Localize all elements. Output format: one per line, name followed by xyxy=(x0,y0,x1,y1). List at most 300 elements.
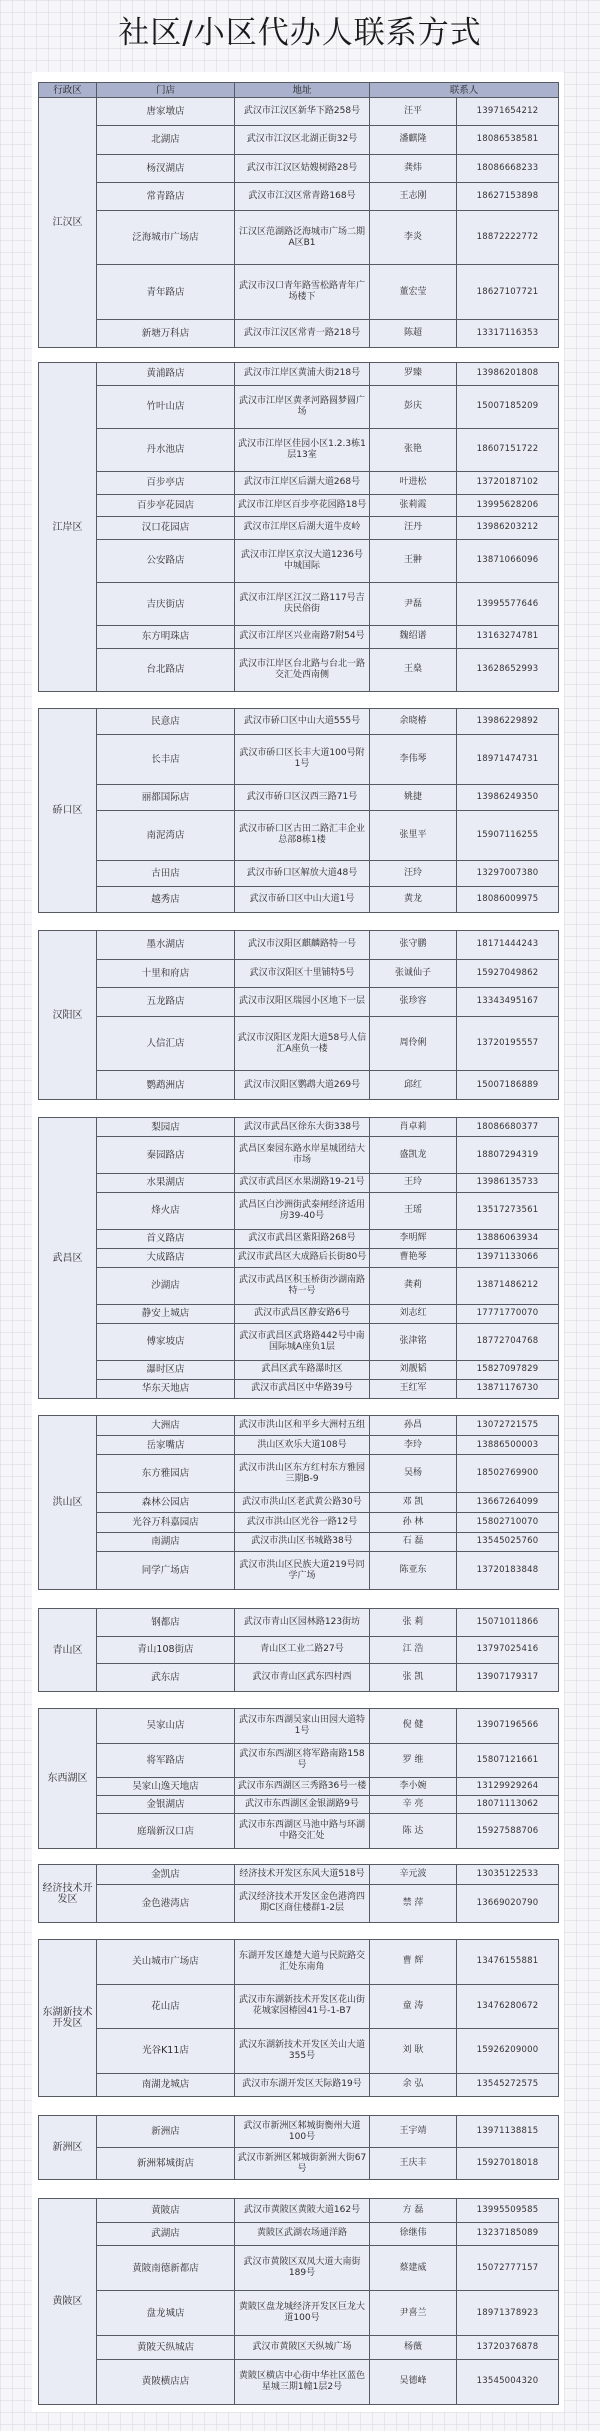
contact-name-cell: 倪 健 xyxy=(370,1709,457,1744)
address-cell: 武汉市汉口青年路雪松路青年广场楼下 xyxy=(235,265,370,319)
contact-name-cell: 张津铭 xyxy=(370,1323,457,1360)
phone-cell[interactable]: 13720376878 xyxy=(457,2336,559,2360)
store-cell: 黄陂横店店 xyxy=(97,2359,235,2404)
store-cell: 傅家坡店 xyxy=(97,1323,235,1360)
contact-name-cell: 陈超 xyxy=(370,319,457,347)
address-cell: 武汉市武昌区积玉桥街沙湖南路特一号 xyxy=(235,1268,370,1305)
address-cell: 黄陂区横店中心街中华社区蓝色星城三期1幢1层2号 xyxy=(235,2359,370,2404)
phone-cell[interactable]: 13797025416 xyxy=(457,1636,559,1664)
phone-cell[interactable]: 15927018018 xyxy=(457,2148,559,2180)
store-cell: 新洲邾城街店 xyxy=(97,2148,235,2180)
phone-cell[interactable]: 17771770070 xyxy=(457,1304,559,1323)
phone-cell[interactable]: 18502769900 xyxy=(457,1455,559,1493)
phone-cell[interactable]: 13072721575 xyxy=(457,1416,559,1436)
address-cell: 武汉市江岸区台北路与台北一路交汇处西南侧 xyxy=(235,648,370,691)
table-row xyxy=(39,2222,559,2246)
table-row xyxy=(39,1664,559,1692)
store-cell: 丹水池店 xyxy=(97,428,235,471)
phone-cell[interactable]: 13129929264 xyxy=(457,1778,559,1796)
district-cell: 洪山区 xyxy=(39,1416,97,1590)
phone-cell[interactable]: 13907196566 xyxy=(457,1709,559,1744)
table-row xyxy=(39,265,559,319)
contact-name-cell: 王翀 xyxy=(370,539,457,582)
phone-cell[interactable]: 13986135733 xyxy=(457,1173,559,1192)
contact-name-cell: 尹喜兰 xyxy=(370,2291,457,2336)
contact-name-cell: 李伟琴 xyxy=(370,735,457,785)
table-row xyxy=(39,2199,559,2223)
store-cell: 大洲店 xyxy=(97,1416,235,1436)
table-row xyxy=(39,1532,559,1552)
store-cell: 杨汊湖店 xyxy=(97,154,235,182)
table-row xyxy=(39,1609,559,1637)
phone-cell[interactable]: 13669020790 xyxy=(457,1884,559,1922)
store-cell: 民意店 xyxy=(97,709,235,735)
table-row xyxy=(39,735,559,785)
district-table xyxy=(38,2198,559,2405)
district-table xyxy=(38,1117,559,1399)
address-cell: 武汉市硚口区古田二路汇丰企业总部8栋1楼 xyxy=(235,810,370,860)
store-cell: 十里和府店 xyxy=(97,959,235,988)
table-row xyxy=(39,319,559,347)
phone-cell[interactable]: 15007185209 xyxy=(457,385,559,428)
phone-cell[interactable]: 18607151722 xyxy=(457,428,559,471)
district-cell: 青山区 xyxy=(39,1609,97,1692)
store-cell: 吉庆街店 xyxy=(97,582,235,625)
address-cell: 武汉市青山区园林路123街坊 xyxy=(235,1609,370,1637)
phone-cell[interactable]: 18086538581 xyxy=(457,126,559,154)
table-row xyxy=(39,363,559,386)
table-row xyxy=(39,472,559,495)
table-row xyxy=(39,1636,559,1664)
address-cell: 武汉市黄陂区天纵城广场 xyxy=(235,2336,370,2360)
store-cell: 青年路店 xyxy=(97,265,235,319)
contact-name-cell: 陈亚东 xyxy=(370,1552,457,1590)
table-row xyxy=(39,1268,559,1305)
address-cell: 武汉市青山区武东四村西 xyxy=(235,1664,370,1692)
phone-cell[interactable]: 13317116353 xyxy=(457,319,559,347)
contact-name-cell: 江 浩 xyxy=(370,1636,457,1664)
table-row xyxy=(39,1248,559,1267)
phone-cell[interactable]: 13995628206 xyxy=(457,494,559,517)
contact-name-cell: 罗臻 xyxy=(370,363,457,386)
phone-cell[interactable]: 15927588706 xyxy=(457,1814,559,1849)
address-cell: 武汉市江汉区姑嫂树路28号 xyxy=(235,154,370,182)
address-cell: 武汉市新洲区邾城街衡州大道100号 xyxy=(235,2116,370,2148)
store-cell: 新洲店 xyxy=(97,2116,235,2148)
address-cell: 武汉市汉阳区麒麟路特一号 xyxy=(235,931,370,960)
store-cell: 秦园路店 xyxy=(97,1137,235,1174)
store-cell: 青山108街店 xyxy=(97,1636,235,1664)
table-row xyxy=(39,1814,559,1849)
district-table xyxy=(38,2115,559,2180)
store-cell: 丽都国际店 xyxy=(97,784,235,810)
phone-cell[interactable]: 13871066096 xyxy=(457,539,559,582)
phone-cell[interactable]: 13343495167 xyxy=(457,988,559,1017)
contact-name-cell: 盛凯龙 xyxy=(370,1137,457,1174)
address-cell: 武昌区秦园东路水岸星城团结大市场 xyxy=(235,1137,370,1174)
address-cell: 武汉市东西湖吴家山田园大道特1号 xyxy=(235,1709,370,1744)
table-row xyxy=(39,1512,559,1532)
table-row xyxy=(39,931,559,960)
district-cell: 武昌区 xyxy=(39,1118,97,1399)
contact-name-cell: 汪平 xyxy=(370,98,457,126)
address-cell: 江汉区范湖路泛海城市广场二期A区B1 xyxy=(235,211,370,265)
phone-cell[interactable]: 13886063934 xyxy=(457,1229,559,1248)
table-row xyxy=(39,988,559,1017)
store-cell: 长丰店 xyxy=(97,735,235,785)
contact-name-cell: 张 凯 xyxy=(370,1664,457,1692)
phone-cell[interactable]: 15927049862 xyxy=(457,959,559,988)
phone-cell[interactable]: 18971378923 xyxy=(457,2291,559,2336)
phone-cell[interactable]: 15907116255 xyxy=(457,810,559,860)
store-cell: 钢都店 xyxy=(97,1609,235,1637)
store-cell: 百步亭花园店 xyxy=(97,494,235,517)
contact-name-cell: 邱红 xyxy=(370,1071,457,1100)
contact-name-cell: 姚捷 xyxy=(370,784,457,810)
address-cell: 武汉市硚口区解放大道48号 xyxy=(235,860,370,886)
table-row xyxy=(39,2291,559,2336)
contact-name-cell: 曹 辉 xyxy=(370,1940,457,1985)
district-table xyxy=(38,1415,559,1590)
phone-cell[interactable]: 18872222772 xyxy=(457,211,559,265)
address-cell: 武汉市洪山区书城路38号 xyxy=(235,1532,370,1552)
contact-name-cell: 黄龙 xyxy=(370,886,457,912)
store-cell: 水果湖店 xyxy=(97,1173,235,1192)
contact-name-cell: 吴德峰 xyxy=(370,2359,457,2404)
store-cell: 盘龙城店 xyxy=(97,2291,235,2336)
address-cell: 武汉市洪山区老武黄公路30号 xyxy=(235,1493,370,1513)
contact-name-cell: 徐继伟 xyxy=(370,2222,457,2246)
phone-cell[interactable]: 18627153898 xyxy=(457,182,559,210)
phone-cell[interactable]: 13986249350 xyxy=(457,784,559,810)
phone-cell[interactable]: 18071113062 xyxy=(457,1796,559,1814)
table-row xyxy=(39,1416,559,1436)
address-cell: 武汉市江岸区黄孝河路圆梦圆广场 xyxy=(235,385,370,428)
store-cell: 森林公园店 xyxy=(97,1493,235,1513)
store-cell: 华东天地店 xyxy=(97,1379,235,1398)
address-cell: 武汉市洪山区东方红村东方雅园三期B-9 xyxy=(235,1455,370,1493)
store-cell: 关山城市广场店 xyxy=(97,1940,235,1985)
phone-cell[interactable]: 18971474731 xyxy=(457,735,559,785)
table-row xyxy=(39,1379,559,1398)
store-cell: 烽火店 xyxy=(97,1193,235,1230)
contact-name-cell: 尹磊 xyxy=(370,582,457,625)
table-row xyxy=(39,1435,559,1455)
contact-name-cell: 张珍容 xyxy=(370,988,457,1017)
phone-cell[interactable]: 13871486212 xyxy=(457,1268,559,1305)
table-row xyxy=(39,1552,559,1590)
address-cell: 武汉市江岸区京汉大道1236号中城国际 xyxy=(235,539,370,582)
store-cell: 新塘万科店 xyxy=(97,319,235,347)
table-row xyxy=(39,2336,559,2360)
contact-name-cell: 余晓椿 xyxy=(370,709,457,735)
header-district: 行政区 xyxy=(39,83,97,98)
district-table xyxy=(38,1708,559,1849)
phone-cell[interactable]: 13720183848 xyxy=(457,1552,559,1590)
table-row xyxy=(39,126,559,154)
table-row xyxy=(39,1940,559,1985)
address-cell: 武汉市江汉区北湖正街32号 xyxy=(235,126,370,154)
phone-cell[interactable]: 13871176730 xyxy=(457,1379,559,1398)
district-table xyxy=(38,1864,559,1923)
contact-name-cell: 辛元波 xyxy=(370,1865,457,1885)
table-row xyxy=(39,709,559,735)
store-cell: 同学广场店 xyxy=(97,1552,235,1590)
contact-name-cell: 辛 亮 xyxy=(370,1796,457,1814)
contact-name-cell: 张艳 xyxy=(370,428,457,471)
district-table xyxy=(38,1939,559,2097)
address-cell: 武汉市汉阳区鹦鹉大道269号 xyxy=(235,1071,370,1100)
phone-cell[interactable]: 13545004320 xyxy=(457,2359,559,2404)
phone-cell[interactable]: 13545025760 xyxy=(457,1532,559,1552)
contact-name-cell: 孙昌 xyxy=(370,1416,457,1436)
contact-name-cell: 邓 凯 xyxy=(370,1493,457,1513)
table-row xyxy=(39,1709,559,1744)
store-cell: 武湖店 xyxy=(97,2222,235,2246)
contact-name-cell: 蔡建威 xyxy=(370,2246,457,2291)
address-cell: 武汉市黄陂区双凤大道大南街189号 xyxy=(235,2246,370,2291)
phone-cell[interactable]: 15926209000 xyxy=(457,2029,559,2074)
phone-cell[interactable]: 13971138815 xyxy=(457,2116,559,2148)
table-row xyxy=(39,539,559,582)
phone-cell[interactable]: 15827097829 xyxy=(457,1360,559,1379)
phone-cell[interactable]: 18171444243 xyxy=(457,931,559,960)
address-cell: 武汉市武昌区大成路后长街80号 xyxy=(235,1248,370,1267)
contact-name-cell: 禁 萍 xyxy=(370,1884,457,1922)
district-cell: 东西湖区 xyxy=(39,1709,97,1849)
address-cell: 武汉市东西湖区马池中路与环湖中路交汇处 xyxy=(235,1814,370,1849)
store-cell: 唐家墩店 xyxy=(97,98,235,126)
store-cell: 光谷万科嘉园店 xyxy=(97,1512,235,1532)
contact-name-cell: 王宇靖 xyxy=(370,2116,457,2148)
table-row xyxy=(39,1016,559,1071)
store-cell: 黄陂南德新都店 xyxy=(97,2246,235,2291)
address-cell: 武汉市新洲区邾城街新洲大街67号 xyxy=(235,2148,370,2180)
address-cell: 武汉市硚口区中山大道555号 xyxy=(235,709,370,735)
phone-cell[interactable]: 13986229892 xyxy=(457,709,559,735)
table-row xyxy=(39,1743,559,1778)
store-cell: 东方明珠店 xyxy=(97,626,235,649)
contact-name-cell: 罗 维 xyxy=(370,1743,457,1778)
district-cell: 汉阳区 xyxy=(39,931,97,1100)
store-cell: 公安路店 xyxy=(97,539,235,582)
store-cell: 梨园店 xyxy=(97,1118,235,1137)
phone-cell[interactable]: 13971654212 xyxy=(457,98,559,126)
phone-cell[interactable]: 15802710070 xyxy=(457,1512,559,1532)
contact-name-cell: 陈 达 xyxy=(370,1814,457,1849)
phone-cell[interactable]: 13986201808 xyxy=(457,363,559,386)
contact-name-cell: 余 弘 xyxy=(370,2073,457,2096)
table-row xyxy=(39,1118,559,1137)
contact-name-cell: 王玲 xyxy=(370,1173,457,1192)
phone-cell[interactable]: 13297007380 xyxy=(457,860,559,886)
phone-cell[interactable]: 13476280672 xyxy=(457,1984,559,2029)
contact-name-cell: 张诚仙子 xyxy=(370,959,457,988)
store-cell: 花山店 xyxy=(97,1984,235,2029)
table-row xyxy=(39,626,559,649)
district-cell: 黄陂区 xyxy=(39,2199,97,2405)
phone-cell[interactable]: 15071011866 xyxy=(457,1609,559,1637)
phone-cell[interactable]: 13237185089 xyxy=(457,2222,559,2246)
table-row xyxy=(39,959,559,988)
contact-name-cell: 吴杨 xyxy=(370,1455,457,1493)
store-cell: 黄陂店 xyxy=(97,2199,235,2223)
address-cell: 黄陂区盘龙城经济开发区巨龙大道100号 xyxy=(235,2291,370,2336)
contact-name-cell: 李小婉 xyxy=(370,1778,457,1796)
contact-name-cell: 叶进松 xyxy=(370,472,457,495)
contact-name-cell: 张 莉 xyxy=(370,1609,457,1637)
phone-cell[interactable]: 13476155881 xyxy=(457,1940,559,1985)
address-cell: 东湖开发区雄楚大道与民院路交汇处东南角 xyxy=(235,1940,370,1985)
contact-name-cell: 彭庆 xyxy=(370,385,457,428)
address-cell: 武汉市洪山区和平乡大洲村五组 xyxy=(235,1416,370,1436)
address-cell: 武汉市江岸区佳园小区1.2.3栋1层13室 xyxy=(235,428,370,471)
phone-cell[interactable]: 13720187102 xyxy=(457,472,559,495)
phone-cell[interactable]: 13886500003 xyxy=(457,1435,559,1455)
contact-name-cell: 汪丹 xyxy=(370,517,457,540)
address-cell: 武汉市武昌区水果湖路19-21号 xyxy=(235,1173,370,1192)
address-cell: 武汉市汉阳区瑞园小区地下一层 xyxy=(235,988,370,1017)
store-cell: 东方雅园店 xyxy=(97,1455,235,1493)
store-cell: 竹叶山店 xyxy=(97,385,235,428)
address-cell: 黄陂区武湖农场通洋路 xyxy=(235,2222,370,2246)
phone-cell[interactable]: 18807294319 xyxy=(457,1137,559,1174)
contact-name-cell: 肖卓莉 xyxy=(370,1118,457,1137)
contact-name-cell: 魏绍谱 xyxy=(370,626,457,649)
phone-cell[interactable]: 13628652993 xyxy=(457,648,559,691)
phone-cell[interactable]: 18086680377 xyxy=(457,1118,559,1137)
phone-cell[interactable]: 15007186889 xyxy=(457,1071,559,1100)
address-cell: 武汉市江汉区常青路168号 xyxy=(235,182,370,210)
district-table xyxy=(38,930,559,1100)
contact-name-cell: 刘 耿 xyxy=(370,2029,457,2074)
contact-name-cell: 董宏莹 xyxy=(370,265,457,319)
table-row xyxy=(39,182,559,210)
phone-cell[interactable]: 15072777157 xyxy=(457,2246,559,2291)
phone-cell[interactable]: 13517273561 xyxy=(457,1193,559,1230)
phone-cell[interactable]: 13035122533 xyxy=(457,1865,559,1885)
store-cell: 墨水湖店 xyxy=(97,931,235,960)
phone-cell[interactable]: 13995577646 xyxy=(457,582,559,625)
district-table xyxy=(38,82,559,348)
contact-name-cell: 潘麒隆 xyxy=(370,126,457,154)
header-store: 门店 xyxy=(97,83,235,98)
address-cell: 武汉市江岸区后湖大道牛皮岭 xyxy=(235,517,370,540)
table-row xyxy=(39,1323,559,1360)
table-row xyxy=(39,154,559,182)
address-cell: 武汉市黄陂区黄陂大道162号 xyxy=(235,2199,370,2223)
store-cell: 五龙路店 xyxy=(97,988,235,1017)
contact-name-cell: 张守鹏 xyxy=(370,931,457,960)
address-cell: 武汉市江汉区新华下路258号 xyxy=(235,98,370,126)
phone-cell[interactable]: 18086009975 xyxy=(457,886,559,912)
district-cell: 江汉区 xyxy=(39,98,97,348)
phone-cell[interactable]: 13720195557 xyxy=(457,1016,559,1071)
phone-cell[interactable]: 18627107721 xyxy=(457,265,559,319)
address-cell: 武汉市武昌区武珞路442号中南国际城A座负1层 xyxy=(235,1323,370,1360)
address-cell: 武汉市东西湖区将军路南路158号 xyxy=(235,1743,370,1778)
table-row xyxy=(39,2148,559,2180)
address-cell: 武汉市江岸区江汉二路117号吉庆民俗街 xyxy=(235,582,370,625)
address-cell: 武汉市东湖新技术开发区花山街花城家园椿园41号-1-B7 xyxy=(235,1984,370,2029)
contact-name-cell: 王红军 xyxy=(370,1379,457,1398)
store-cell: 岳家嘴店 xyxy=(97,1435,235,1455)
district-table xyxy=(38,1608,559,1692)
phone-cell[interactable]: 13971133066 xyxy=(457,1248,559,1267)
table-row xyxy=(39,1865,559,1885)
phone-cell[interactable]: 13986203212 xyxy=(457,517,559,540)
store-cell: 汉口花园店 xyxy=(97,517,235,540)
table-row xyxy=(39,1884,559,1922)
contact-name-cell: 曹艳琴 xyxy=(370,1248,457,1267)
store-cell: 庭瑞新汉口店 xyxy=(97,1814,235,1849)
table-row xyxy=(39,1796,559,1814)
phone-cell[interactable]: 13907179317 xyxy=(457,1664,559,1692)
phone-cell[interactable]: 18086668233 xyxy=(457,154,559,182)
phone-cell[interactable]: 13995509585 xyxy=(457,2199,559,2223)
table-row xyxy=(39,98,559,126)
table-row xyxy=(39,517,559,540)
address-cell: 经济技术开发区东风大道518号 xyxy=(235,1865,370,1885)
address-cell: 武汉市硚口区汉西三路71号 xyxy=(235,784,370,810)
table-row xyxy=(39,1778,559,1796)
address-cell: 武汉市江岸区后湖大道268号 xyxy=(235,472,370,495)
store-cell: 静安上城店 xyxy=(97,1304,235,1323)
address-cell: 武汉市江岸区兴业南路7附54号 xyxy=(235,626,370,649)
district-cell: 东湖新技术开发区 xyxy=(39,1940,97,2097)
table-row xyxy=(39,1137,559,1174)
phone-cell[interactable]: 15807121661 xyxy=(457,1743,559,1778)
phone-cell[interactable]: 13667264099 xyxy=(457,1493,559,1513)
contact-name-cell: 方 磊 xyxy=(370,2199,457,2223)
contact-name-cell: 刘靓韬 xyxy=(370,1360,457,1379)
header-address: 地址 xyxy=(235,83,370,98)
table-row xyxy=(39,1493,559,1513)
contact-name-cell: 童 涛 xyxy=(370,1984,457,2029)
contact-name-cell: 刘志红 xyxy=(370,1304,457,1323)
store-cell: 古田店 xyxy=(97,860,235,886)
store-cell: 瀑时区店 xyxy=(97,1360,235,1379)
address-cell: 武昌区武车路瀑时区 xyxy=(235,1360,370,1379)
address-cell: 武汉市东西湖区三秀路36号一楼 xyxy=(235,1778,370,1796)
store-cell: 常青路店 xyxy=(97,182,235,210)
store-cell: 泛海城市广场店 xyxy=(97,211,235,265)
district-cell: 经济技术开发区 xyxy=(39,1865,97,1923)
table-row xyxy=(39,428,559,471)
table-row xyxy=(39,494,559,517)
store-cell: 沙湖店 xyxy=(97,1268,235,1305)
table-row xyxy=(39,1173,559,1192)
phone-cell[interactable]: 18772704768 xyxy=(457,1323,559,1360)
address-cell: 武汉经济技术开发区金色港湾四期C区商住楼群1-2层 xyxy=(235,1884,370,1922)
page-title: 社区/小区代办人联系方式 xyxy=(118,15,482,51)
store-cell: 台北路店 xyxy=(97,648,235,691)
address-cell: 武汉市武昌区紫阳路268号 xyxy=(235,1229,370,1248)
contact-name-cell: 杨薇 xyxy=(370,2336,457,2360)
table-row xyxy=(39,1455,559,1493)
store-cell: 光谷K11店 xyxy=(97,2029,235,2074)
store-cell: 金银湖店 xyxy=(97,1796,235,1814)
address-cell: 武汉市东西湖区金银湖路9号 xyxy=(235,1796,370,1814)
address-cell: 武汉市江汉区常青一路218号 xyxy=(235,319,370,347)
table-row xyxy=(39,648,559,691)
contact-name-cell: 李炎 xyxy=(370,211,457,265)
district-cell: 新洲区 xyxy=(39,2116,97,2180)
table-row xyxy=(39,1360,559,1379)
phone-cell[interactable]: 13545272575 xyxy=(457,2073,559,2096)
phone-cell[interactable]: 13163274781 xyxy=(457,626,559,649)
store-cell: 将军路店 xyxy=(97,1743,235,1778)
